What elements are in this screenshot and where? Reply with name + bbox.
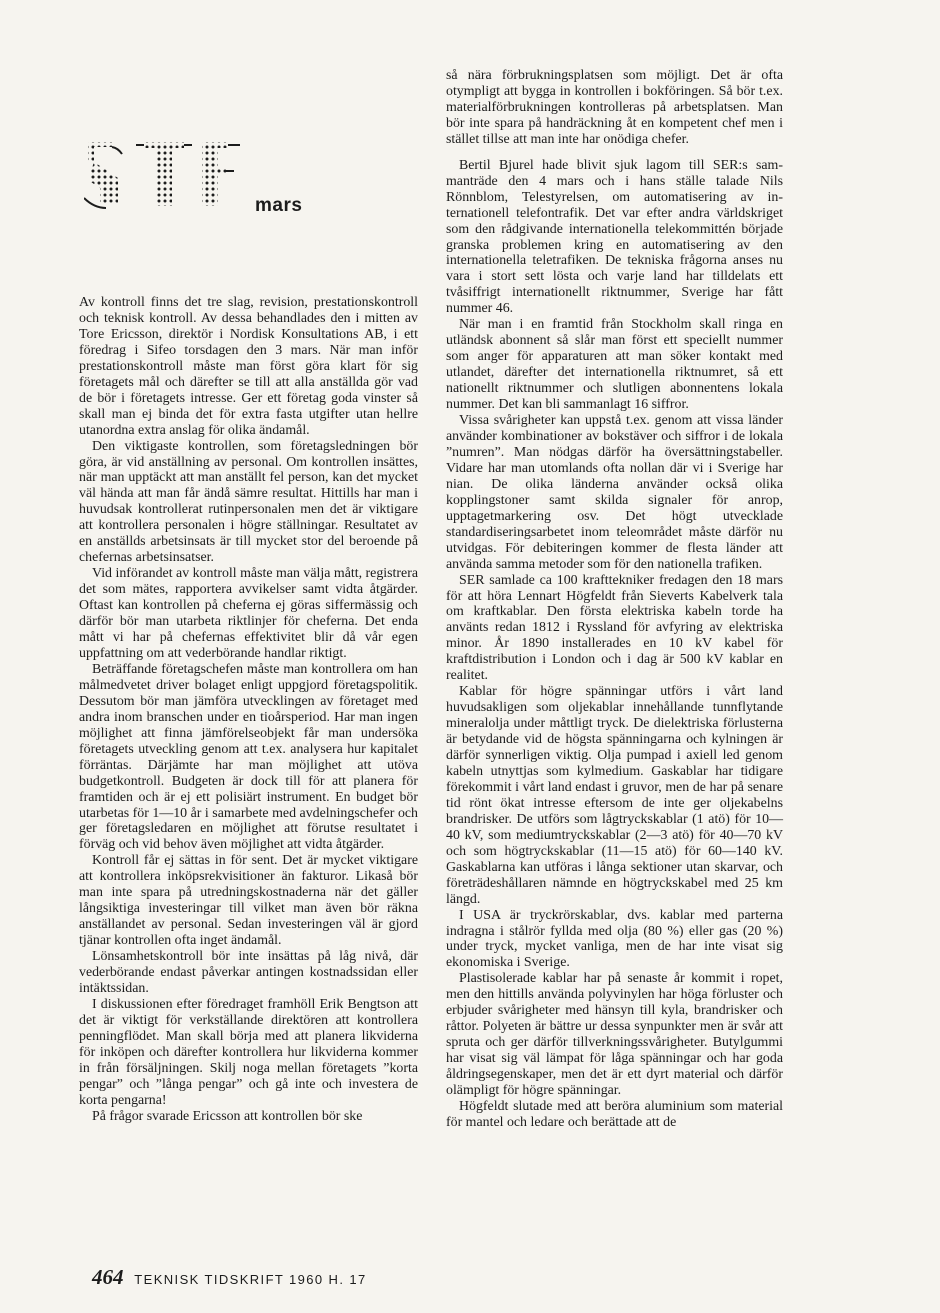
paragraph: Kablar för högre spänningar utförs i vårt land huvudsakligen som oljekablar innehållande tunnflytande mineralolja under måttligt tryck. De dielektriska förlusterna är betydande vid de högsta spänningarna och kylningen är därför synnerligen viktig. Olja pumpad i axiell led genom kabeln utnyttjas som kylmedium. Gaskablar har tidigare förekommit i vårt land endast i gruvor, men de har på senare tid rönt ökat intresse eftersom de inte ger oljekabelns brandrisker. De utförs som lågtryckskablar (1 atö) för 10—40 kV, som mediumtryckskablar (2—3 atö) för 40—70 kV och som högtryckskablar (11—15 atö) för 60—140 kV. Gaskablarna kan utföras i långa sektioner utan skarvar, och företrädeshållaren nämnde en högtryckskabel med 25 km längd. (446, 684, 783, 907)
paragraph: I USA är tryckrörskablar, dvs. kablar med parterna indragna i stålrör fyllda med olja (80 %) eller gas (20 %) under tryck, mycket vanliga, men de har inte visat sig ekonomiska i Sverige. (446, 907, 783, 971)
paragraph: Högfeldt slutade med att beröra aluminium som material för mantel och ledare och berättade att de (446, 1099, 783, 1130)
paragraph: Lönsamhetskontroll bör inte insättas på låg nivå, där vederbörande endast påverkar antingen kostnadssidan eller intäktssidan. (79, 949, 418, 996)
page-footer (92, 1265, 367, 1290)
paragraph: Vissa svårigheter kan uppstå t.ex. genom att vissa länder använder kombinationer av bokstäver och siffror i de lokala ”numren”. Man nödgas därför ha översättningstabeller. Vidare har man utomlands ofta nollan där vi i Sverige har nian. De olika länderna använder också olika kopplingstoner samt skilda signaler för anrop, upptagetmarkering osv. Det högt utvecklade standardiseringsarbetet inom teleområdet måste därför nu utvidgas. För debiteringen kommer de flesta länder att använda samma metoder som för den nationella trafiken. (446, 413, 783, 572)
publication-name: TEKNISK TIDSKRIFT 1960 H. 17 (134, 1272, 367, 1287)
left-column (79, 295, 418, 1125)
paragraph: Den viktigaste kontrollen, som företagsledningen bör göra, är vid anställning av personal. Om kontrollen insättes, när man upptäckt att man anställt fel person, kan det mycket väl hända att man får ändå sämre resultat. Hittills har man i huvudsak kontrollerat rutinpersonalen men det är viktigare att kontrollera personalen i högre ställningar. Resultatet av en anställds arbetsinsats är till mycket stor del beroende på chefernas arbetsinsatser. (79, 438, 418, 566)
paragraph-continuation: så nära förbrukningsplatsen som möjligt. Det är ofta otympligt att bygga in kontrollen i bokföringen. Så bör t.ex. materialförbrukningen kontrolleras på arbetsplatsen. Man bör inte spara på handräckning åt en kompetent chef men i stället tillse att man inte har onödiga chefer. (446, 68, 783, 147)
paragraph: Av kontroll finns det tre slag, revision, prestationskontroll och teknisk kontroll. Av dessa behandlades den i mitten av Tore Ericsson, direktör i Nordisk Konsultations AB, i ett föredrag i Sifeo torsdagen den 3 mars. När man inför prestationskontroll måste man först göra klart för sig företagets mål och därefter se till att alla anställda gör vad de bör i företagets intresse. Ger ett företag goda vinster så skall man ej binda det för extra fasta utgifter utan hellre utanordna extra anslag för olika ändamål. (79, 295, 418, 438)
page-number: 464 (92, 1265, 124, 1289)
logo-letter-t (136, 142, 192, 206)
paragraph: På frågor svarade Ericsson att kontrollen bör ske (92, 1108, 363, 1124)
paragraph: SER samlade ca 100 krafttekniker fredagen den 18 mars för att höra Lennart Högfeldt från Sieverts Kabelverk tala om kraftkablar. Den första elektriska kabeln torde ha använts redan 1812 i Ryssland för avfyring av elektriska minor. År 1890 installerades en 10 kV kabel för kraftdistribution i London och i dag är 500 kV kablar en realitet. (446, 572, 783, 684)
logo-letter-f (202, 142, 240, 206)
logo-month: mars (255, 195, 303, 216)
right-column (446, 68, 783, 1131)
paragraph: När man i en framtid från Stockholm skall ringa en utländsk abonnent så slår man först ett speciellt nummer som anger för apparaturen att man söker kontakt med utlandet, därefter det internationella riktnumret, så ett nationellt riktnummer och slutligen abonnentens lokala nummer. Det kan bli sammanlagt 16 siffror. (446, 317, 783, 413)
paragraph: I diskussionen efter föredraget framhöll Erik Bengtson att det är viktigt för verkställande direktören att kontrollera penningflödet. Man skall börja med att planera likviderna för inköpen och därefter kontrollera hur likviderna kommer in från försäljningen. Skilj noga mellan företagets ”korta pengar” och ”långa pengar” och gå inte och investera de korta pengarna! (79, 996, 418, 1108)
paragraph: Plastisolerade kablar har på senaste år kommit i ropet, men den hittills använda polyvinylen har höga förluster och erbjuder svårigheter med hänsyn till kyla, brandrisker och råttor. Polyeten är bättre ur dessa synpunkter men är svår att spruta och ger därför tillverkningssvårigheter. Butylgummi har visat sig väl lämpat för låga spänningar och har goda åldringsegenskaper, men det är ett dyrt material och därför olämpligt för högre spänningar. (446, 971, 783, 1099)
paragraph: Beträffande företagschefen måste man kontrollera om han målmedvetet driver bolaget enligt uppgjord företagspolitik. Dessutom bör man jämföra utvecklingen av företaget med andra inom branschen under en tioårsperiod. Har man ingen möjlighet att finna jämförelseobjekt får man undersöka företagets utveckling genom att t.ex. analysera hur kapitalet förräntas. Därjämte har man möjlighet att utöva budgetkontroll. Budgeten är dock till för att planera för framtiden och är ej ett polisiärt instrument. En budget bör utarbetas för 1—10 år i samarbete med avdelningschefer och ger företagsledaren en möjlighet att förutse resultatet i förväg och vid behov även möjlighet att vidta åtgärder. (79, 661, 418, 853)
paragraph: Bertil Bjurel hade blivit sjuk lagom till SER:s sammanträde den 4 mars och i hans ställe talade Nils Rönnblom, Telestyrelsen, om automatisering av internationell telefontrafik. Det var efter andra världskriget som den rådgivande internationella telekommittén började granska problemen kring en automatisering av den internationella teletrafiken. De tekniska frågorna anses nu vara i stort sett lösta och varje land har tilldelats ett tvåsiffrigt internationellt riktnummer, Sverige har fått nummer 46. (446, 157, 783, 317)
logo-letter-s (84, 142, 122, 208)
paragraph: Kontroll får ej sättas in för sent. Det är mycket viktigare att kontrollera inköpsrekvisitioner än fakturor. Likaså bör man inte spara på utredningskostnaderna när det gäller långsiktiga investeringar till vilket man även bör räkna anställandet av personal. Sedan investeringen väl är gjord tjänar kontrollen ofta inget ändamål. (79, 853, 418, 949)
paragraph: Vid införandet av kontroll måste man välja mått, registrera det som mätes, rapportera avvikelser samt vidta åtgärder. Oftast kan kontrollen på cheferna ej göras siffermässig och därför bör man utarbeta riktlinjer för cheferna. Det enda mått vi har på chefernas effektivitet blir då vår egen uppfattning om att vederbörande handlar riktigt. (79, 566, 418, 661)
